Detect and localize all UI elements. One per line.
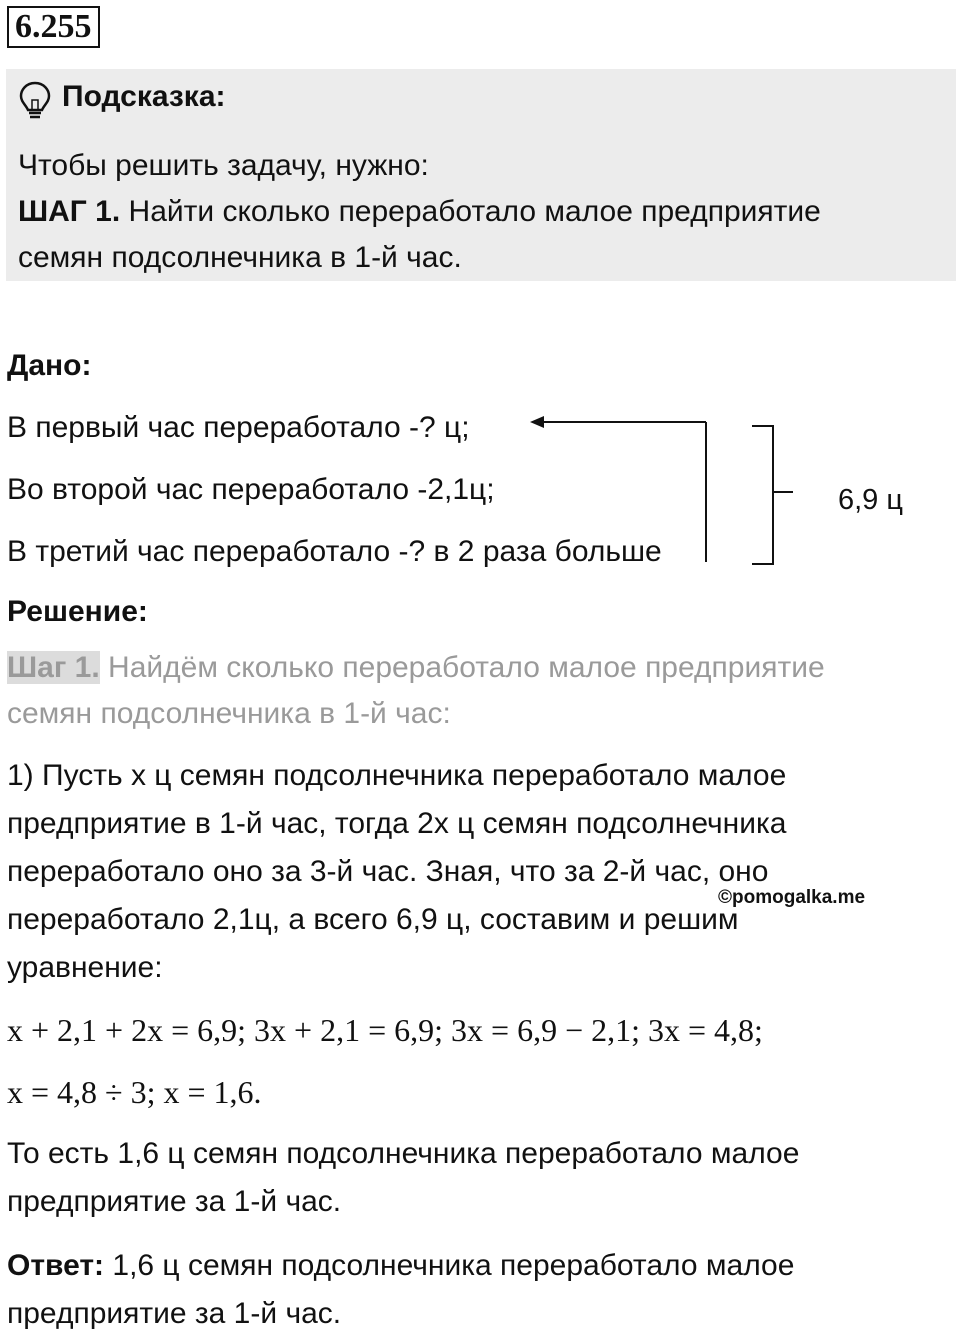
hint-step-text: Найти сколько переработало малое предприятие [120, 195, 821, 228]
arrow-head [530, 416, 544, 428]
solution-step-label: Шаг 1. [7, 651, 100, 684]
result-line-2: предприятие за 1-й час. [7, 1185, 342, 1218]
solution-para-line-1: 1) Пусть x ц семян подсолнечника переработало малое [7, 759, 787, 792]
given-line-1: В первый час переработало -? ц; [7, 411, 470, 444]
hint-step-text-cont: семян подсолнечника в 1-й час. [18, 241, 462, 274]
given-title: Дано: [7, 349, 92, 382]
watermark: ©pomogalka.me [718, 887, 866, 908]
brace-bracket [752, 426, 773, 564]
answer-line [7, 1246, 794, 1286]
hint-intro: Чтобы решить задачу, нужно: [18, 149, 429, 182]
answer-text-cont: предприятие за 1-й час. [7, 1297, 342, 1330]
equation-line-1: x + 2,1 + 2x = 6,9; 3x + 2,1 = 6,9; 3x = 6,9 − 2,1; 3x = 4,8; [7, 1012, 763, 1048]
solution-step-text-cont: семян подсолнечника в 1-й час: [7, 697, 451, 730]
solution-para-line-5: уравнение: [7, 951, 163, 984]
solution-step-line [7, 648, 825, 688]
solution-para-line-4: переработало 2,1ц, а всего 6,9 ц, составим и решим [7, 903, 739, 936]
given-line-2: Во второй час переработало -2,1ц; [7, 473, 495, 506]
problem-number: 6.255 [7, 6, 100, 48]
answer-text: 1,6 ц семян подсолнечника переработало малое [104, 1249, 795, 1282]
given-line-3: В третий час переработало -? в 2 раза больше [7, 535, 662, 568]
hint-title: Подсказка: [62, 80, 226, 113]
equation-line-2: x = 4,8 ÷ 3; x = 1,6. [7, 1074, 262, 1110]
solution-step-text: Найдём сколько переработало малое предприятие [99, 651, 825, 684]
solution-para-line-3: переработало оно за 3-й час. Зная, что за 2-й час, оно [7, 855, 769, 888]
given-total: 6,9 ц [838, 484, 903, 516]
hint-step-label: ШАГ 1. [18, 195, 121, 228]
solution-para-line-2: предприятие в 1-й час, тогда 2x ц семян подсолнечника [7, 807, 787, 840]
answer-label: Ответ: [7, 1249, 105, 1282]
result-line-1: То есть 1,6 ц семян подсолнечника переработало малое [7, 1137, 800, 1170]
solution-title: Решение: [7, 595, 148, 628]
